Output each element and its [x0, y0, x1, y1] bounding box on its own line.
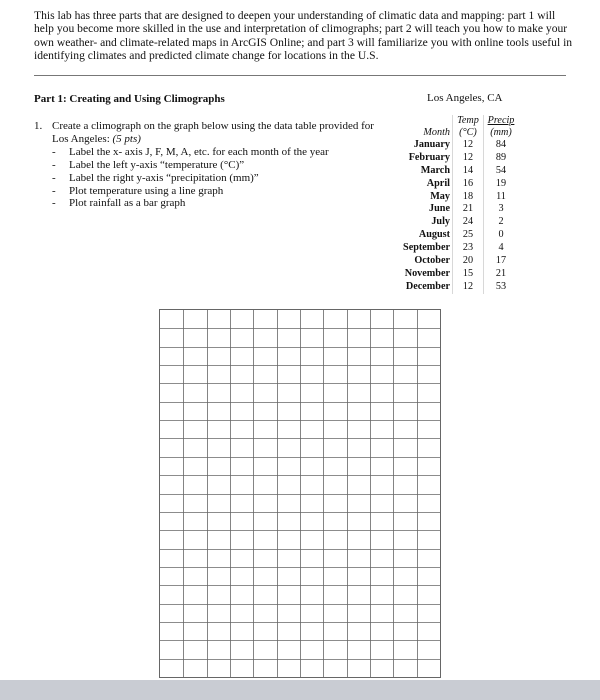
temp-cell: 20	[453, 255, 484, 268]
temp-cell: 18	[453, 191, 484, 204]
table-row	[384, 216, 518, 229]
climate-table-body	[384, 139, 518, 294]
header-temp: Temp	[453, 115, 484, 128]
location-label: Los Angeles, CA	[427, 92, 503, 104]
question-number: 1.	[34, 120, 43, 132]
blank-climograph-grid	[159, 309, 441, 678]
month-cell: November	[404, 267, 450, 279]
month-cell: June	[429, 203, 450, 215]
bullet-dash: -	[52, 197, 56, 210]
step-text: Label the x- axis J, F, M, A, etc. for each month of the year	[69, 145, 329, 158]
precip-cell: 4	[498, 242, 504, 254]
bullet-dash: -	[52, 184, 56, 197]
table-row	[384, 178, 518, 191]
temp-cell: 12	[453, 152, 484, 165]
precip-cell: 11	[496, 190, 506, 202]
month-cell: March	[420, 164, 450, 176]
temp-cell: 12	[453, 281, 484, 294]
temp-cell: 15	[453, 268, 484, 281]
month-cell: September	[403, 242, 450, 254]
month-cell: May	[430, 190, 450, 202]
precip-cell: 19	[495, 177, 507, 189]
viewer-bottom-bar	[0, 680, 600, 700]
header-temp-unit: (°C)	[453, 128, 484, 139]
precip-cell: 89	[495, 151, 507, 163]
step-item	[34, 146, 374, 159]
header-precip: Precip	[487, 115, 515, 126]
part-1-title: Part 1: Creating and Using Climographs	[34, 93, 225, 105]
temp-cell: 25	[453, 229, 484, 242]
intro-paragraph: This lab has three parts that are designed to deepen your understanding of climatic data and mapping: part 1 will help you become more skilled in the use and interpretation of climographs; part 2 will teach you how to make your own weather- and climate-related maps in ArcGIS Online; and part 3 will familiarize you with online tools useful in identifying climates and predicted climate change for locations in the U.S.	[34, 9, 573, 63]
header-precip-unit: (mm)	[490, 127, 512, 139]
month-cell: July	[431, 216, 450, 228]
table-row	[384, 191, 518, 204]
header-month-spacer	[384, 115, 453, 128]
bullet-dash: -	[52, 171, 56, 184]
precip-cell: 0	[498, 229, 504, 241]
table-row	[384, 255, 518, 268]
table-row	[384, 165, 518, 178]
header-month: Month	[423, 127, 450, 139]
table-row	[384, 229, 518, 242]
table-row	[384, 139, 518, 152]
table-header-row-units	[384, 128, 518, 139]
question-points: (5 pts)	[112, 132, 141, 145]
step-text: Plot rainfall as a bar graph	[69, 197, 186, 210]
precip-cell: 84	[495, 138, 507, 150]
table-row	[384, 152, 518, 165]
precip-cell: 17	[495, 255, 507, 267]
table-header-row	[384, 115, 518, 128]
month-cell: January	[413, 138, 450, 150]
month-cell: December	[405, 280, 450, 292]
question-1	[34, 120, 374, 210]
step-item	[34, 159, 374, 172]
step-text: Plot temperature using a line graph	[69, 184, 224, 197]
table-row	[384, 242, 518, 255]
table-row	[384, 268, 518, 281]
month-cell: October	[414, 255, 450, 267]
precip-cell: 2	[498, 216, 504, 228]
precip-cell: 54	[495, 164, 507, 176]
month-cell: August	[418, 229, 450, 241]
month-cell: April	[426, 177, 450, 189]
table-row	[384, 203, 518, 216]
temp-cell: 12	[453, 139, 484, 152]
month-cell: February	[408, 151, 450, 163]
step-item	[34, 185, 374, 198]
bullet-dash: -	[52, 158, 56, 171]
question-1-line	[34, 120, 374, 146]
temp-cell: 23	[453, 242, 484, 255]
precip-cell: 21	[495, 267, 507, 279]
climate-data-table	[384, 115, 518, 294]
question-text: Create a climograph on the graph below using the data table provided for Los Angeles:	[52, 120, 374, 145]
temp-cell: 16	[453, 178, 484, 191]
precip-cell: 3	[498, 203, 504, 215]
bullet-dash: -	[52, 145, 56, 158]
step-item	[34, 172, 374, 185]
temp-cell: 24	[453, 216, 484, 229]
step-text: Label the right y-axis “precipitation (mm)”	[69, 171, 259, 184]
step-item	[34, 197, 374, 210]
temp-cell: 21	[453, 203, 484, 216]
table-row	[384, 281, 518, 294]
question-text-wrap	[52, 120, 374, 146]
precip-cell: 53	[495, 280, 507, 292]
section-divider	[34, 75, 566, 76]
temp-cell: 14	[453, 165, 484, 178]
step-text: Label the left y-axis “temperature (°C)”	[69, 158, 245, 171]
